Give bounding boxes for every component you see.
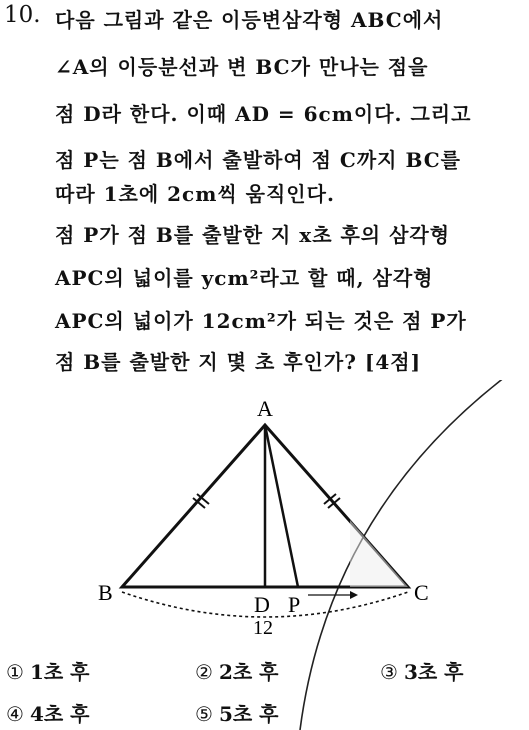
choice-3[interactable] [380,656,463,685]
motion-arrow-head [350,591,358,599]
choice-2-mark: ② [195,660,213,684]
label-a: A [257,396,273,421]
choice-5-text: 5초 후 [218,702,279,726]
label-p: P [288,592,301,617]
answer-choices [0,650,529,730]
choice-1-mark: ① [6,660,24,684]
problem-line-7: APC의 넓이를 ycm²라고 할 때, 삼각형 [55,266,434,290]
problem-line-6: 점 P가 점 B를 출발한 지 x초 후의 삼각형 [55,223,451,247]
choice-4-mark: ④ [6,702,24,726]
choice-3-mark: ③ [380,660,398,684]
label-c: C [414,580,429,605]
choice-2-text: 2초 후 [218,660,279,684]
choice-5-mark: ⑤ [195,702,213,726]
label-b: B [98,580,113,605]
label-d: D [254,592,270,617]
choice-3-text: 3초 후 [403,660,464,684]
choice-4[interactable] [6,698,89,727]
choice-1-text: 1초 후 [29,660,90,684]
problem-line-5: 따라 1초에 2cm씩 움직인다. [55,182,335,206]
problem-line-3: 점 D라 한다. 이때 AD = 6cm이다. 그리고 [55,102,472,126]
choice-2[interactable] [195,656,278,685]
problem-line-1: 다음 그림과 같은 이등변삼각형 ABC에서 [55,8,444,32]
choice-4-text: 4초 후 [29,702,90,726]
problem-number: 10. [4,2,41,28]
problem-line-2: ∠A의 이등분선과 변 BC가 만나는 점을 [55,55,429,79]
choice-1[interactable] [6,656,89,685]
segment-ap [265,425,298,587]
problem-line-9: 점 B를 출발한 지 몇 초 후인가? [4점] [55,350,422,374]
base-length-label: 12 [253,617,273,639]
problem-line-8: APC의 넓이가 12cm²가 되는 것은 점 P가 [55,309,467,333]
choice-5[interactable] [195,698,278,727]
problem-line-4: 점 P는 점 B에서 출발하여 점 C까지 BC를 [55,148,461,172]
